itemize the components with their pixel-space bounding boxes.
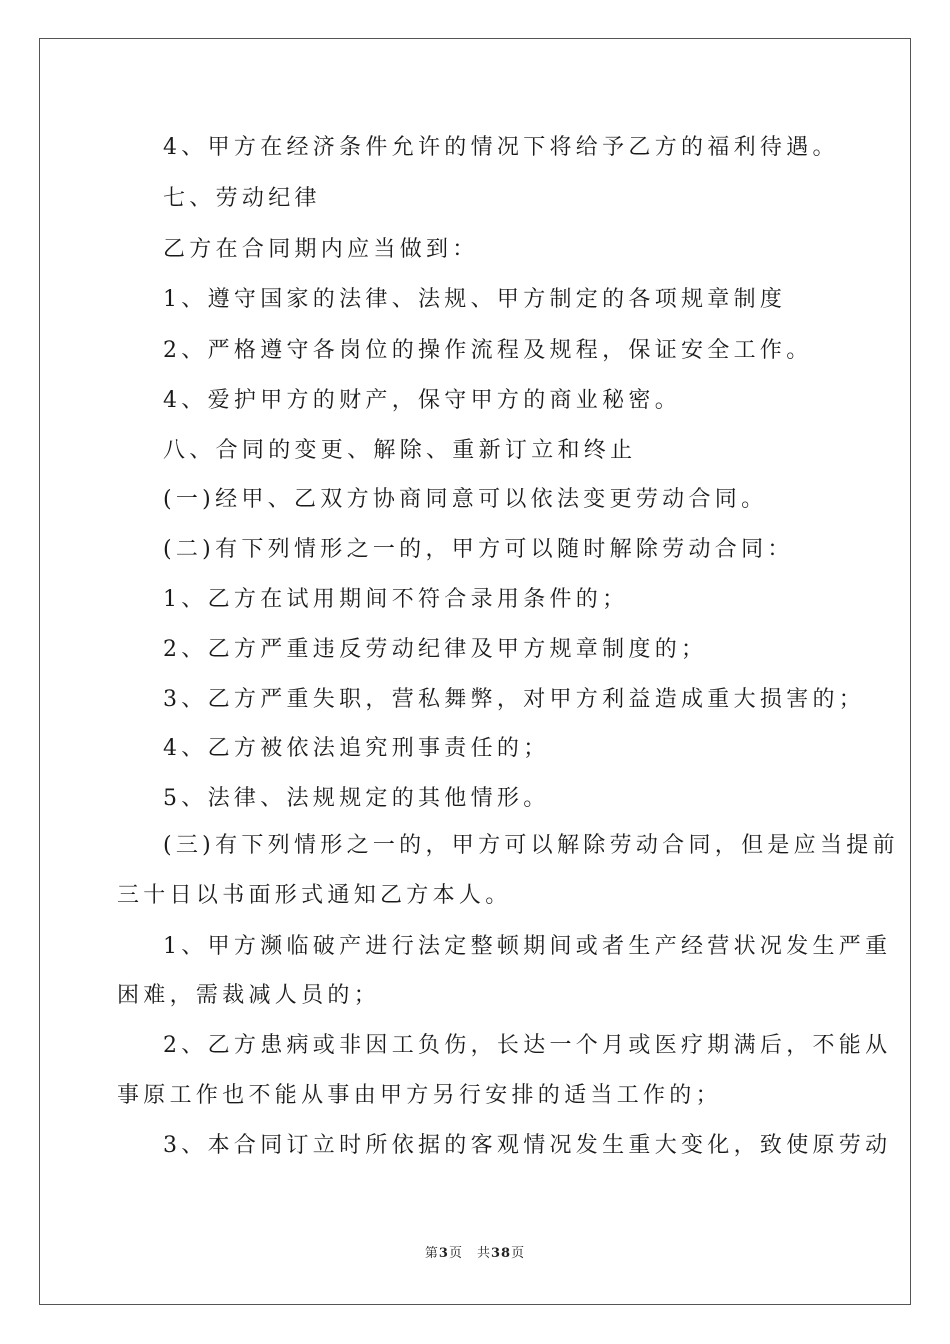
paragraph-line: 1、甲方濒临破产进行法定整顿期间或者生产经营状况发生严重	[163, 934, 892, 959]
paragraph-line: 1、遵守国家的法律、法规、甲方制定的各项规章制度	[163, 287, 787, 312]
footer-middle: 页 共	[448, 1246, 491, 1261]
paragraph-line: 3、乙方严重失职，营私舞弊，对甲方利益造成重大损害的；	[163, 687, 866, 712]
page-footer	[0, 1246, 950, 1262]
page-frame	[39, 38, 911, 1305]
paragraph-line: 4、爱护甲方的财产，保守甲方的商业秘密。	[163, 388, 681, 413]
footer-total-pages: 38	[490, 1246, 512, 1261]
paragraph-line: 事原工作也不能从事由甲方另行安排的适当工作的；	[117, 1083, 722, 1108]
paragraph-line: (二)有下列情形之一的，甲方可以随时解除劳动合同：	[163, 537, 794, 562]
footer-suffix: 页	[511, 1246, 526, 1261]
paragraph-line: 2、乙方严重违反劳动纪律及甲方规章制度的；	[163, 637, 708, 662]
paragraph-line: 三十日以书面形式通知乙方本人。	[117, 883, 512, 908]
paragraph-line: (三)有下列情形之一的，甲方可以解除劳动合同，但是应当提前	[163, 833, 899, 858]
paragraph-line: 4、甲方在经济条件允许的情况下将给予乙方的福利待遇。	[163, 135, 839, 160]
footer-prefix: 第	[424, 1246, 439, 1261]
paragraph-line: 4、乙方被依法追究刑事责任的；	[163, 736, 550, 761]
paragraph-line: 2、严格遵守各岗位的操作流程及规程，保证安全工作。	[163, 338, 813, 363]
paragraph-line: 2、乙方患病或非因工负伤，长达一个月或医疗期满后，不能从	[163, 1033, 892, 1058]
section-heading: 八、合同的变更、解除、重新订立和终止	[163, 438, 637, 463]
paragraph-line: 5、法律、法规规定的其他情形。	[163, 786, 550, 811]
paragraph-line: 3、本合同订立时所依据的客观情况发生重大变化，致使原劳动	[163, 1133, 892, 1158]
paragraph-line: 1、乙方在试用期间不符合录用条件的；	[163, 587, 629, 612]
paragraph-line: 乙方在合同期内应当做到：	[163, 237, 479, 262]
section-heading: 七、劳动纪律	[163, 186, 321, 211]
paragraph-line: 困难，需裁减人员的；	[117, 983, 381, 1008]
paragraph-line: (一)经甲、乙双方协商同意可以依法变更劳动合同。	[163, 487, 768, 512]
footer-page-number: 3	[438, 1246, 449, 1261]
